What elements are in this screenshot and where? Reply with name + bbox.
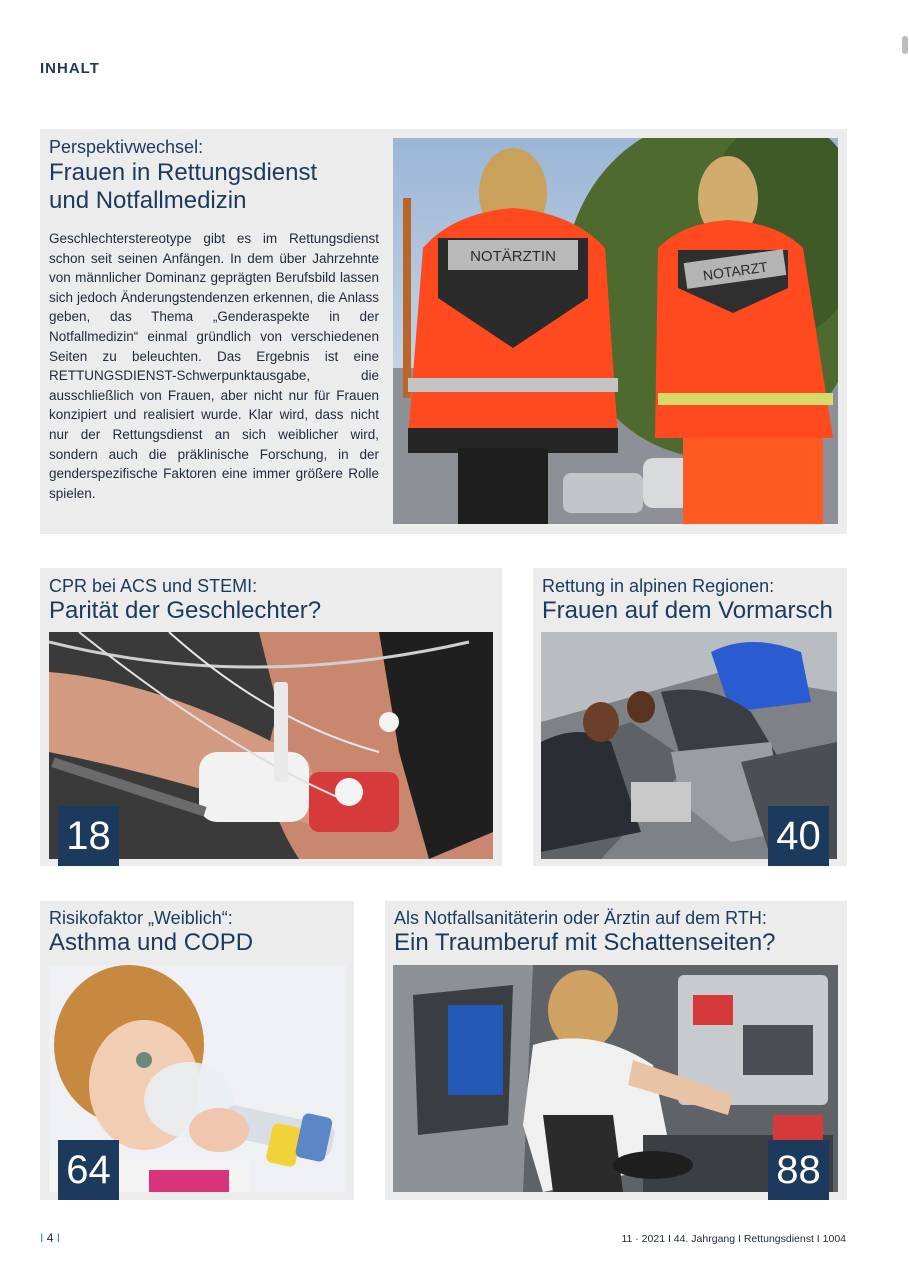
page-number-badge: 88 [768,1140,829,1200]
page-number-badge: 40 [768,806,829,866]
article-card-alpine[interactable] [533,568,847,866]
jacket-text-right: NOTARZT [701,258,769,284]
article-card-cpr[interactable] [40,568,502,866]
article-kicker: Risikofaktor „Weiblich“: [49,908,233,928]
feature-photo-paramedics [393,138,838,524]
feature-card[interactable] [40,129,847,534]
article-title: Asthma und COPD [49,929,254,956]
feature-kicker: Perspektivwechsel: [49,137,204,157]
scrollbar-thumb[interactable] [902,36,908,54]
article-kicker: Als Notfallsanitäterin oder Ärztin auf dem RTH: [394,908,767,928]
article-card-asthma[interactable] [40,901,354,1200]
footer-page-number: I 4 I [40,1231,61,1245]
feature-lead-text: Geschlechterstereotype gibt es im Rettungsdienst schon seit seinen Anfängen. In dem über Jahrzehnte von männlicher Dominanz geprägten Berufsbild lassen sich jedoch Änderungstendenzen erkennen, die Anlass geben, das Thema „Genderaspekte in der Notfallmedizin“ einmal gründlich von verschiedenen Seiten zu beleuchten. Das Ergebnis ist eine RETTUNGSDIENST-Schwerpunktausgabe, die ausschließlich von Frauen, aber nicht nur für Frauen konzipiert und realisiert wurde. Klar wird, dass nicht nur der Rettungsdienst an sich weiblicher wird, sondern auch die präklinische Forschung, in der genderspezifische Faktoren eine immer größere Rolle spielen. [49,231,379,501]
page-number-badge: 64 [58,1140,119,1200]
article-kicker: CPR bei ACS und STEMI: [49,576,258,596]
feature-title-line1: Frauen in Rettungsdienst [49,159,318,186]
page-number: 4 [46,1231,54,1245]
article-kicker: Rettung in alpinen Regionen: [542,576,775,596]
article-title: Frauen auf dem Vormarsch [542,597,833,624]
footer-issue-info: 11 · 2021 I 44. Jahrgang I Rettungsdienst I 1004 [621,1233,846,1245]
article-title: Parität der Geschlechter? [49,597,322,624]
section-label: INHALT [40,60,100,77]
page-number-badge: 18 [58,806,119,866]
article-title: Ein Traumberuf mit Schattenseiten? [394,929,776,956]
feature-title-line2: und Notfallmedizin [49,187,247,214]
jacket-text-left: NOTÄRZTIN [470,248,556,265]
article-card-rth[interactable] [385,901,847,1200]
